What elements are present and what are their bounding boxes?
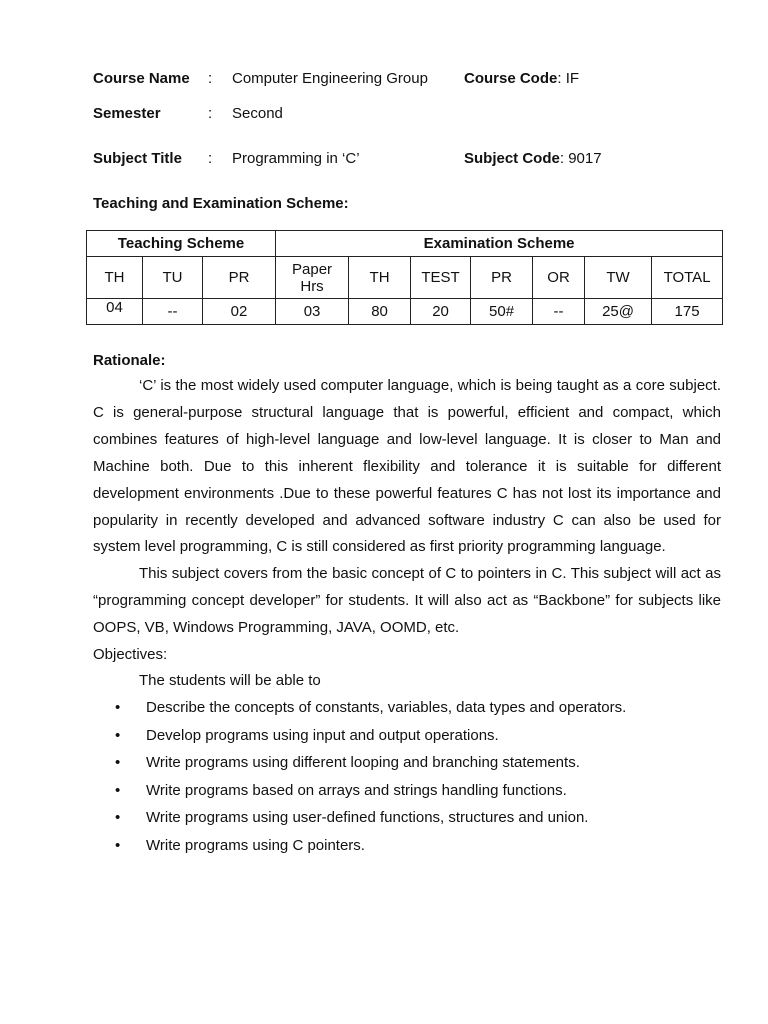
subject-title-colon: : — [208, 150, 213, 167]
scheme-table — [86, 230, 723, 325]
semester-value: Second — [232, 105, 283, 122]
semester-colon: : — [208, 105, 213, 122]
subject-code — [464, 150, 602, 167]
table-cell: 25@ — [585, 299, 652, 325]
table-cell: -- — [533, 299, 585, 325]
column-header: PR — [471, 257, 533, 299]
column-header: Paper Hrs — [276, 257, 349, 299]
table-cell: 20 — [411, 299, 471, 325]
subject-code-label: Subject Code — [464, 150, 560, 167]
column-header: TH — [349, 257, 411, 299]
teaching-scheme-header: Teaching Scheme — [87, 231, 276, 257]
list-item: • Write programs using user-defined functions, structures and union. — [93, 806, 721, 834]
subject-title-value: Programming in ‘C’ — [232, 150, 360, 167]
rationale-paragraph-1: ‘C’ is the most widely used computer language, which is being taught as a core subject. C is general-purpose structural language that is powerful, efficient and compact, which combines features of high-level language and low-level language. It is closer to Man and Machine both. Due to this inherent flexibility and tolerance it is suitable for different development environments .Due to these powerful features C has not lost its importance and popularity in recently developed and advanced software industry C can also be used for system level programming, C is still considered as first priority programming language. — [93, 377, 721, 556]
objectives-intro: The students will be able to — [139, 672, 321, 689]
rationale-paragraph-2: This subject covers from the basic concept of C to pointers in C. This subject will act as “programming concept developer” for students. It will also act as “Backbone” for subjects like OOPS, VB, Windows Programming, JAVA, OOMD, etc. — [93, 565, 721, 636]
table-cell: 50# — [471, 299, 533, 325]
course-code-label: Course Code — [464, 70, 558, 87]
table-cell: 175 — [652, 299, 723, 325]
examination-scheme-header: Examination Scheme — [276, 231, 723, 257]
table-cell: 02 — [203, 299, 276, 325]
subject-title-label: Subject Title — [93, 150, 182, 167]
column-header: TW — [585, 257, 652, 299]
column-header: TEST — [411, 257, 471, 299]
table-cell: -- — [143, 299, 203, 325]
objectives-heading: Objectives: — [93, 646, 168, 663]
semester-label: Semester — [93, 105, 161, 122]
column-header: PR — [203, 257, 276, 299]
table-cell: 03 — [276, 299, 349, 325]
list-item: • Describe the concepts of constants, variables, data types and operators. — [93, 696, 721, 724]
subject-code-value: : 9017 — [559, 150, 602, 167]
column-header: TU — [143, 257, 203, 299]
rationale-heading: Rationale: — [93, 352, 166, 369]
column-header: TOTAL — [652, 257, 723, 299]
course-code-value: : IF — [557, 70, 580, 87]
course-name-colon: : — [208, 70, 213, 87]
scheme-heading: Teaching and Examination Scheme: — [93, 195, 349, 212]
table-cell: 04 — [87, 299, 143, 325]
objectives-list — [93, 696, 721, 861]
course-code — [464, 70, 579, 87]
list-item: • Develop programs using input and output operations. — [93, 724, 721, 752]
table-cell: 80 — [349, 299, 411, 325]
column-header: OR — [533, 257, 585, 299]
list-item: • Write programs based on arrays and strings handling functions. — [93, 779, 721, 807]
column-header: TH — [87, 257, 143, 299]
course-name-value: Computer Engineering Group — [232, 70, 428, 87]
course-name-label: Course Name — [93, 70, 190, 87]
list-item: • Write programs using C pointers. — [93, 834, 721, 862]
list-item: • Write programs using different looping and branching statements. — [93, 751, 721, 779]
